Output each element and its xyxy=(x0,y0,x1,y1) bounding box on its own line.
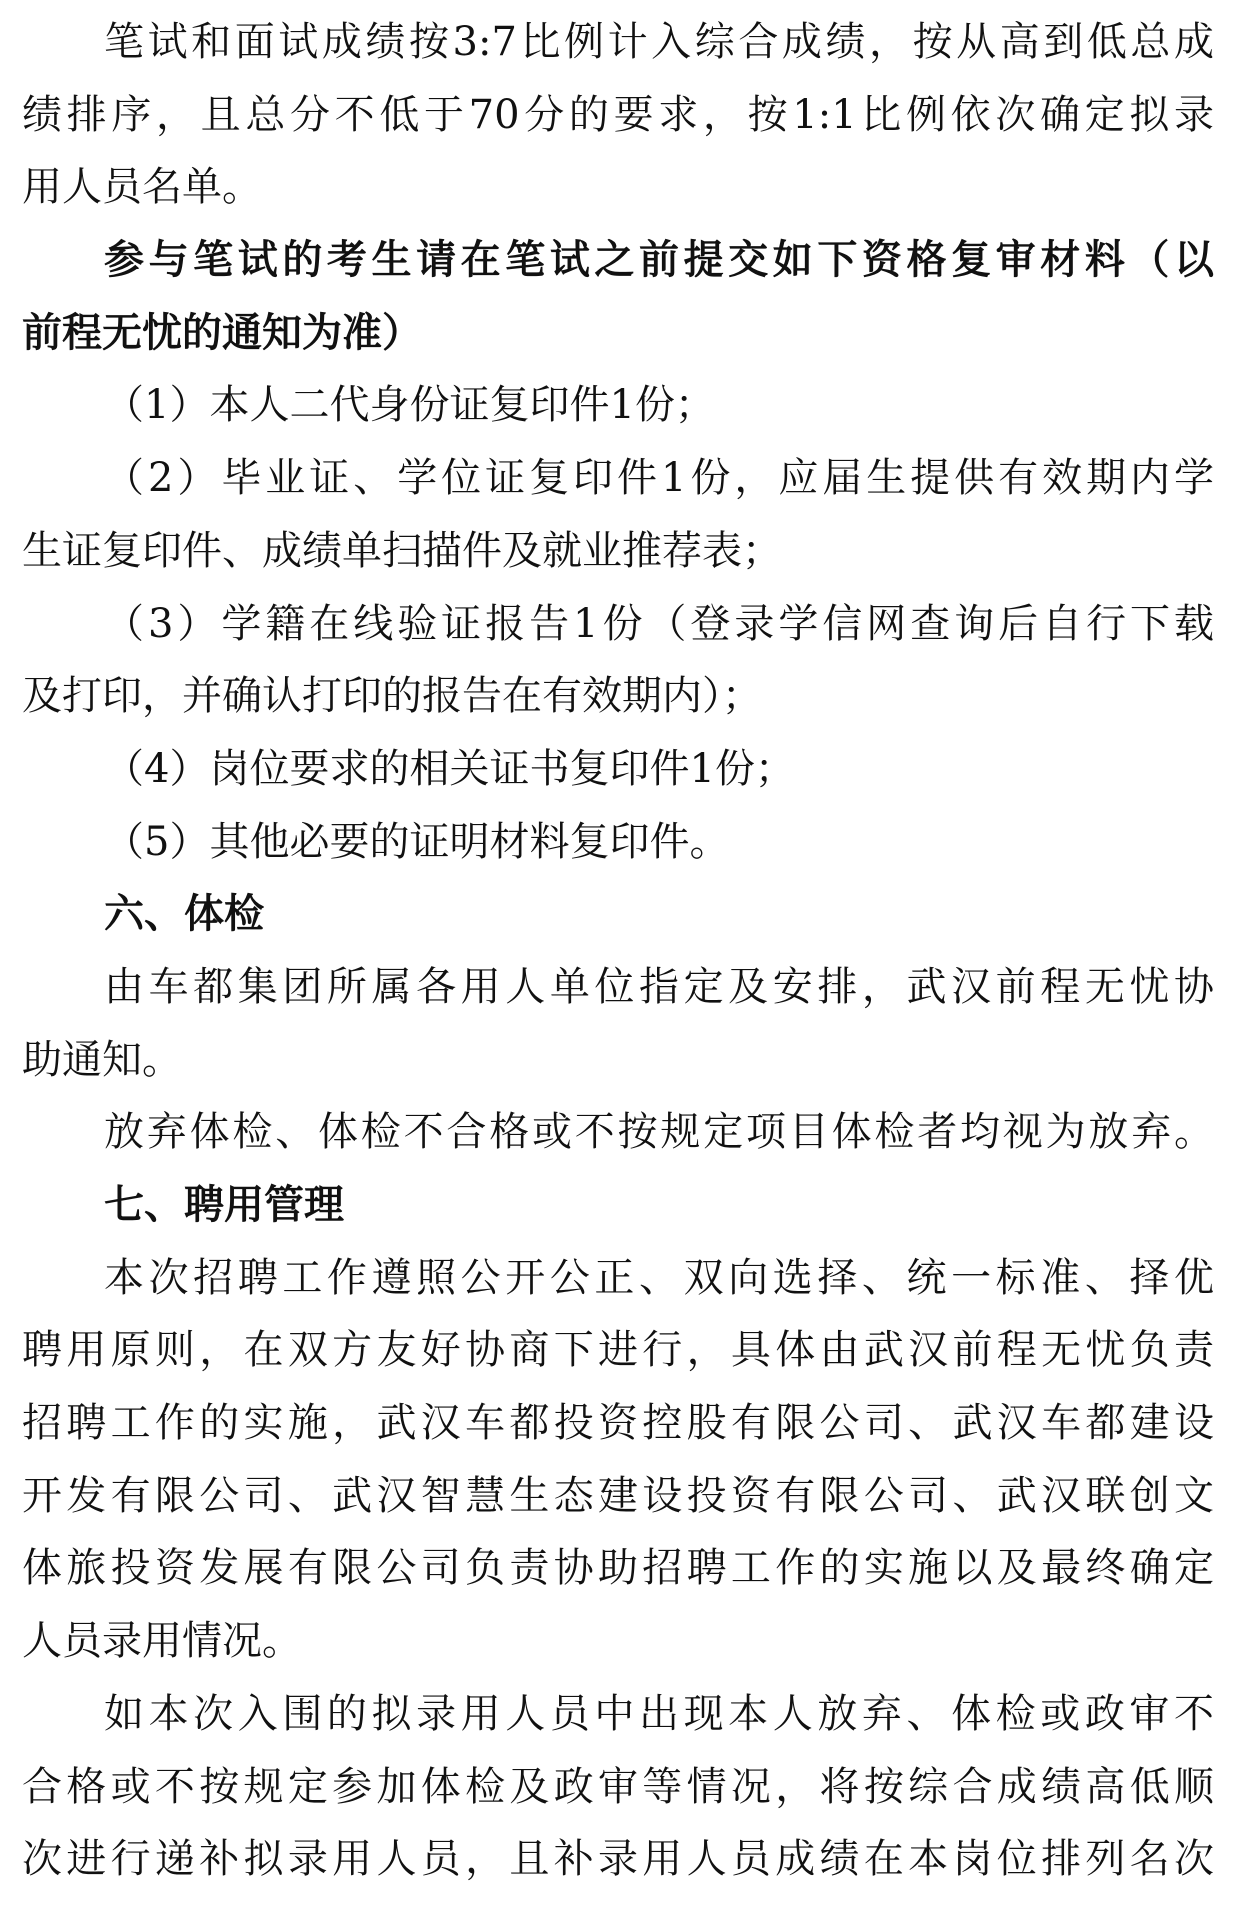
text-line: （1）本人二代身份证复印件1份； xyxy=(104,382,715,429)
text-line: 用人员名单。 xyxy=(22,164,262,211)
text-line: 助通知。 xyxy=(22,1036,182,1083)
text-line: 体旅投资发展有限公司负责协助招聘工作的实施以及最终确定 xyxy=(22,1545,1214,1592)
text-line: 本次招聘工作遵照公开公正、双向选择、统一标准、择优 xyxy=(104,1254,1214,1301)
text-line: 招聘工作的实施，武汉车都投资控股有限公司、武汉车都建设 xyxy=(22,1400,1214,1447)
text-line: 人员录用情况。 xyxy=(22,1618,302,1665)
text-line: 参与笔试的考生请在笔试之前提交如下资格复审材料（以 xyxy=(104,236,1214,284)
section-heading: 七、聘用管理 xyxy=(104,1181,344,1228)
text-line: 聘用原则，在双方友好协商下进行，具体由武汉前程无忧负责 xyxy=(22,1327,1214,1374)
text-line: 合格或不按规定参加体检及政审等情况，将按综合成绩高低顺 xyxy=(22,1763,1214,1810)
text-line: 放弃体检、体检不合格或不按规定项目体检者均视为放弃。 xyxy=(104,1109,1214,1156)
text-line: （5）其他必要的证明材料复印件。 xyxy=(104,818,730,865)
text-line: 绩排序，且总分不低于70分的要求，按1:1比例依次确定拟录 xyxy=(22,91,1214,138)
text-line: 次进行递补拟录用人员，且补录用人员成绩在本岗位排列名次 xyxy=(22,1836,1214,1883)
section-heading: 六、体检 xyxy=(104,890,264,938)
text-line: （2）毕业证、学位证复印件1份，应届生提供有效期内学 xyxy=(104,455,1214,502)
text-line: 及打印，并确认打印的报告在有效期内）； xyxy=(22,673,762,720)
text-line: 如本次入围的拟录用人员中出现本人放弃、体检或政审不 xyxy=(104,1690,1214,1737)
text-line: 开发有限公司、武汉智慧生态建设投资有限公司、武汉联创文 xyxy=(22,1472,1214,1519)
text-line: 笔试和面试成绩按3:7比例计入综合成绩，按从高到低总成 xyxy=(104,19,1214,65)
text-line: 由车都集团所属各用人单位指定及安排，武汉前程无忧协 xyxy=(104,963,1214,1010)
text-line: 生证复印件、成绩单扫描件及就业推荐表； xyxy=(22,527,782,574)
text-line: （4）岗位要求的相关证书复印件1份； xyxy=(104,745,795,792)
text-line: （3）学籍在线验证报告1份（登录学信网查询后自行下载 xyxy=(104,600,1214,647)
text-line: 前程无忧的通知为准） xyxy=(22,308,422,356)
